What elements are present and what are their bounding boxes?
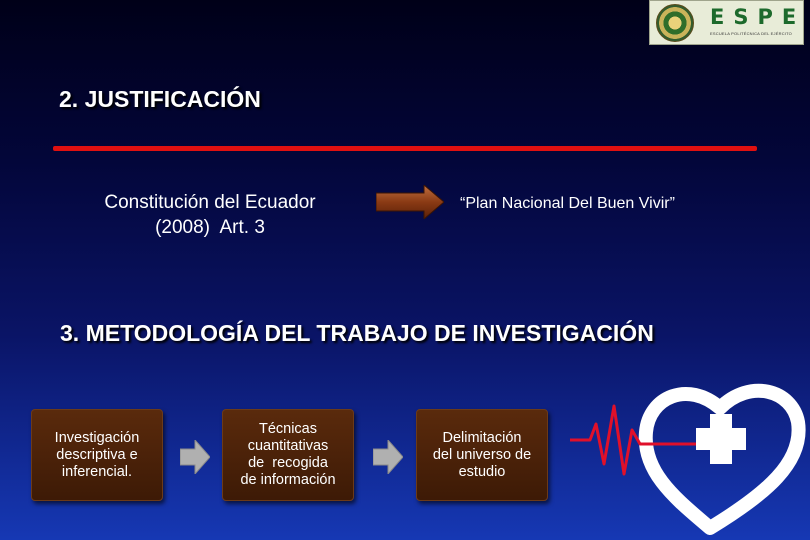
espe-seal-icon bbox=[656, 4, 694, 42]
logo-subtext: ESCUELA POLITÉCNICA DEL EJÉRCITO bbox=[710, 31, 792, 36]
step-2-line-1: Técnicas bbox=[258, 421, 317, 437]
step-2-line-4: de información bbox=[240, 472, 336, 488]
divider-line bbox=[53, 146, 757, 151]
step-1-line-3: inferencial. bbox=[61, 463, 133, 480]
section-title-justificacion: 2. JUSTIFICACIÓN bbox=[59, 86, 261, 112]
gray-arrow-icon bbox=[180, 440, 210, 474]
step-2-line-2: cuantitativas bbox=[247, 438, 329, 454]
step-box-1 bbox=[31, 409, 163, 501]
step-3-line-2: del universo de bbox=[432, 446, 532, 463]
target-text: “Plan Nacional Del Buen Vivir” bbox=[460, 195, 675, 212]
right-arrow-icon bbox=[376, 185, 444, 219]
step-3-line-1: Delimitación bbox=[442, 429, 522, 446]
step-1-line-1: Investigación bbox=[54, 429, 140, 446]
logo-text: ESPE bbox=[710, 5, 806, 29]
step-2-line-3: de recogida bbox=[248, 455, 328, 471]
heart-cross-icon bbox=[570, 372, 810, 540]
source-line-1: Constitución del Ecuador bbox=[104, 192, 316, 213]
source-line-2: (2008) Art. 3 bbox=[155, 217, 265, 238]
step-1-line-2: descriptiva e bbox=[56, 446, 138, 463]
source-text bbox=[60, 190, 360, 240]
step-box-2 bbox=[222, 409, 354, 501]
espe-logo bbox=[649, 0, 804, 45]
step-box-3 bbox=[416, 409, 548, 501]
section-title-metodologia: 3. METODOLOGÍA DEL TRABAJO DE INVESTIGACIÓN bbox=[60, 320, 654, 346]
gray-arrow-icon bbox=[373, 440, 403, 474]
step-3-line-3: estudio bbox=[458, 463, 506, 480]
